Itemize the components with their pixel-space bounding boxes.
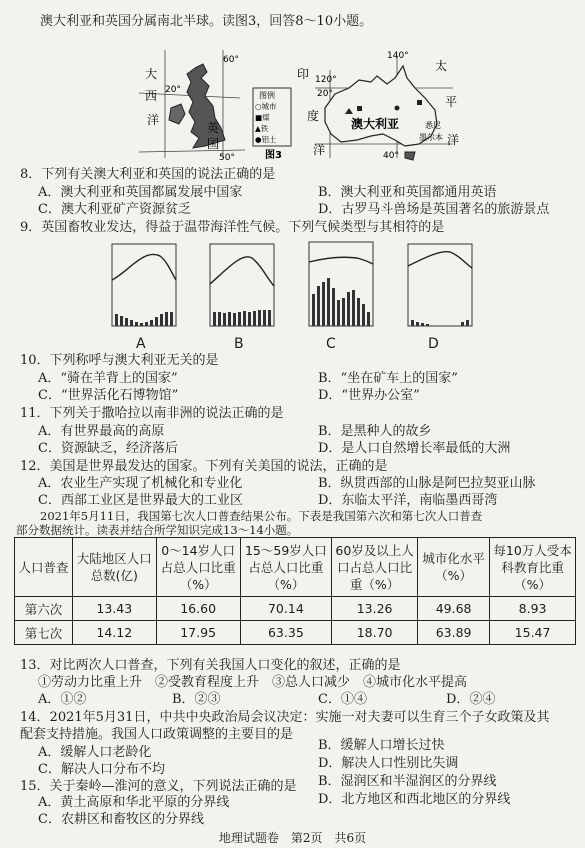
legend-bauxite: ●铝土 bbox=[255, 135, 277, 144]
census-intro-line1: 2021年5月11日，我国第七次人口普查结果公布。下表是我国第六次和第七次人口普查 bbox=[40, 509, 483, 523]
q8-option-d[interactable]: D．古罗马斗兽场是英国著名的旅游景点 bbox=[318, 202, 550, 217]
figure-3-map bbox=[135, 48, 475, 163]
aus-ocean-tai: 太 bbox=[435, 59, 448, 73]
table-cell: 第六次 bbox=[15, 597, 73, 621]
climate-chart-d bbox=[394, 240, 489, 340]
table-cell: 8.93 bbox=[490, 597, 576, 621]
table-cell: 14.12 bbox=[72, 621, 156, 645]
uk-lon-20: 20° bbox=[165, 85, 181, 95]
table-header-row bbox=[15, 538, 576, 597]
q11-option-b[interactable]: B．是黑种人的故乡 bbox=[318, 424, 432, 439]
q8-option-b[interactable]: B．澳大利亚和英国都通用英语 bbox=[318, 185, 497, 200]
q11-option-d[interactable]: D．是人口自然增长率最低的大洲 bbox=[318, 441, 511, 456]
q12-option-c[interactable]: C．西部工业区是世界最大的工业区 bbox=[38, 493, 243, 508]
figure-label: 图3 bbox=[265, 150, 282, 161]
aus-city-sydney: 悉尼 bbox=[425, 121, 441, 130]
legend-title: 图例 bbox=[259, 91, 275, 100]
uk-ocean-yang: 洋 bbox=[147, 113, 160, 127]
q8-stem: 8．下列有关澳大利亚和英国的说法正确的是 bbox=[20, 167, 276, 182]
census-intro-line2: 部分数据统计。读表并结合所学知识完成13～14小题。 bbox=[16, 523, 299, 537]
q10-stem: 10．下列称呼与澳大利亚无关的是 bbox=[20, 353, 219, 368]
q13-stem: 13．对比两次人口普查，下列有关我国人口变化的叙述，正确的是 bbox=[20, 658, 401, 673]
uk-ocean-da: 大 bbox=[145, 67, 158, 81]
q10-option-a[interactable]: A．“骑在羊背上的国家” bbox=[38, 371, 178, 386]
q8-option-a[interactable]: A．澳大利亚和英国都属发展中国家 bbox=[38, 185, 243, 200]
q14-option-d[interactable]: D．解决人口性别比失调 bbox=[318, 756, 459, 771]
australia-map bbox=[315, 56, 453, 160]
q12-option-d[interactable]: D．东临太平洋，南临墨西哥湾 bbox=[318, 493, 498, 508]
q11-option-c[interactable]: C．资源缺乏，经济落后 bbox=[38, 441, 178, 456]
legend-city: ○城市 bbox=[255, 102, 277, 111]
aus-lat-40: 40° bbox=[383, 151, 399, 161]
q15-option-c[interactable]: C．农耕区和畜牧区的分界线 bbox=[38, 812, 204, 827]
q14-option-b[interactable]: B．缓解人口增长过快 bbox=[318, 738, 445, 753]
table-cell: 13.43 bbox=[72, 597, 156, 621]
q8-option-c[interactable]: C．澳大利亚矿产资源贫乏 bbox=[38, 202, 191, 217]
q10-option-d[interactable]: D．“世界办公室” bbox=[318, 388, 420, 403]
chart-label-c[interactable]: C bbox=[326, 336, 336, 352]
uk-label-guo: 国 bbox=[207, 137, 220, 151]
aus-lat-20: 20° bbox=[317, 89, 333, 99]
q12-stem: 12．美国是世界最发达的国家。下列有关美国的说法，正确的是 bbox=[20, 459, 388, 474]
table-row bbox=[15, 621, 576, 645]
table-cell: 63.89 bbox=[418, 621, 490, 645]
chart-label-d[interactable]: D bbox=[428, 336, 439, 352]
q10-option-b[interactable]: B．“坐在矿车上的国家” bbox=[318, 371, 458, 386]
climate-chart-b bbox=[196, 240, 291, 340]
table-cell: 13.26 bbox=[332, 597, 418, 621]
aus-ocean-ping: 平 bbox=[445, 95, 458, 109]
aus-city-melbourne: 墨尔本 bbox=[419, 133, 443, 142]
aus-ocean-yang-right: 洋 bbox=[447, 133, 460, 147]
table-header: 城市化水平（%） bbox=[418, 538, 490, 597]
aus-ocean-yin: 印 bbox=[297, 67, 310, 81]
q10-option-c[interactable]: C．“世界活化石博物馆” bbox=[38, 388, 179, 403]
uk-ocean-xi: 西 bbox=[145, 89, 158, 103]
q11-option-a[interactable]: A．有世界最高的高原 bbox=[38, 424, 165, 439]
chart-label-b[interactable]: B bbox=[234, 336, 244, 352]
q13-option-a[interactable]: A．①② bbox=[38, 692, 87, 707]
q13-option-c[interactable]: C．①④ bbox=[318, 692, 367, 707]
chart-label-a[interactable]: A bbox=[136, 336, 146, 352]
table-header: 60岁及以上人口占总人口比重（%） bbox=[332, 538, 418, 597]
page-footer: 地理试题卷 第2页 共6页 bbox=[218, 831, 367, 845]
q13-items: ①劳动力比重上升 ②受教育程度上升 ③总人口减少 ④城市化水平提高 bbox=[38, 675, 468, 690]
q14-option-a[interactable]: A．缓解人口老龄化 bbox=[38, 745, 152, 760]
table-cell: 17.95 bbox=[156, 621, 240, 645]
q12-option-b[interactable]: B．纵贯西部的山脉是阿巴拉契亚山脉 bbox=[318, 476, 536, 491]
aus-ocean-du: 度 bbox=[307, 109, 320, 123]
table-cell: 18.70 bbox=[332, 621, 418, 645]
q11-stem: 11．下列关于撒哈拉以南非洲的说法正确的是 bbox=[20, 406, 284, 421]
q12-option-a[interactable]: A．农业生产实现了机械化和专业化 bbox=[38, 476, 243, 491]
q15-option-d[interactable]: D．北方地区和西北地区的分界线 bbox=[318, 792, 511, 807]
table-cell: 第七次 bbox=[15, 621, 73, 645]
uk-lat-60: 60° bbox=[223, 55, 239, 65]
q9-stem: 9．英国畜牧业发达，得益于温带海洋性气候。下列气候类型与其相符的是 bbox=[20, 220, 445, 235]
aus-country-label: 澳大利亚 bbox=[351, 117, 400, 131]
table-cell: 63.35 bbox=[240, 621, 332, 645]
climate-chart-a bbox=[98, 240, 193, 340]
table-cell: 16.60 bbox=[156, 597, 240, 621]
table-row bbox=[15, 597, 576, 621]
table-header: 15～59岁人口占总人口比重（%） bbox=[240, 538, 332, 597]
aus-ocean-yang-left: 洋 bbox=[313, 143, 326, 157]
climate-chart-c bbox=[295, 238, 390, 340]
table-header: 0～14岁人口占总人口比重（%） bbox=[156, 538, 240, 597]
legend-iron: ▲铁 bbox=[255, 124, 269, 133]
intro-text: 澳大利亚和英国分属南北半球。读图3，回答8～10小题。 bbox=[40, 14, 373, 29]
uk-label-ying: 英 bbox=[207, 121, 220, 135]
table-cell: 15.47 bbox=[490, 621, 576, 645]
legend-coal: ■煤 bbox=[255, 113, 270, 122]
q15-option-a[interactable]: A．黄土高原和华北平原的分界线 bbox=[38, 795, 230, 810]
q15-stem: 15．关于秦岭—淮河的意义，下列说法正确的是 bbox=[20, 779, 297, 794]
aus-lon-120: 120° bbox=[315, 75, 337, 85]
table-cell: 70.14 bbox=[240, 597, 332, 621]
q14-stem-line2: 配套支持措施。我国人口政策调整的主要目的是 bbox=[20, 727, 294, 742]
census-table bbox=[14, 537, 576, 645]
uk-lat-50: 50° bbox=[219, 153, 235, 163]
q13-option-d[interactable]: D．②④ bbox=[446, 692, 496, 707]
table-header: 大陆地区人口总数(亿) bbox=[72, 538, 156, 597]
table-cell: 49.68 bbox=[418, 597, 490, 621]
table-header: 每10万人受本科教育比重（%） bbox=[490, 538, 576, 597]
q13-option-b[interactable]: B．②③ bbox=[172, 692, 221, 707]
q15-option-b[interactable]: B．湿润区和半湿润区的分界线 bbox=[318, 774, 497, 789]
aus-lon-140: 140° bbox=[387, 51, 409, 61]
q14-stem-line1: 14．2021年5月31日，中共中央政治局会议决定：实施一对夫妻可以生育三个子女政策及其 bbox=[20, 710, 550, 725]
table-header: 人口普查 bbox=[15, 538, 73, 597]
q14-option-c[interactable]: C．解决人口分布不均 bbox=[38, 762, 165, 777]
